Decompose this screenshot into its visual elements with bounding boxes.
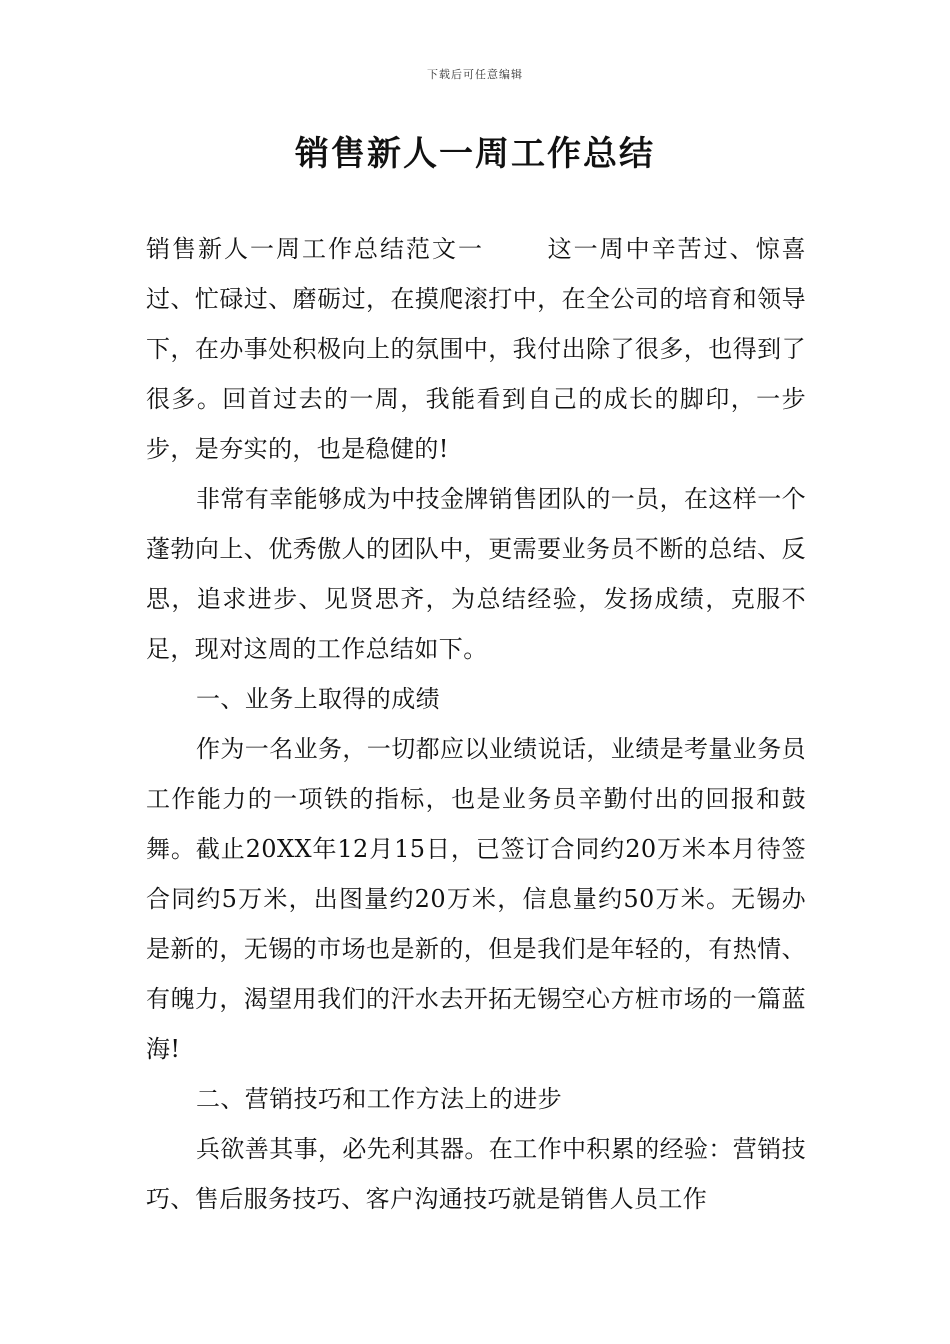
paragraph-intro-rest: 这一周中辛苦过、惊喜过、忙碌过、磨砺过，在摸爬滚打中，在全公司的培育和领导下，在办事处积极向上的氛围中，我付出除了很多，也得到了很多。回首过去的一周，我能看到自己的成长的脚印，一步步，是夯实的，也是稳健的! <box>146 235 806 463</box>
paragraph-skills: 兵欲善其事，必先利其器。在工作中积累的经验：营销技巧、售后服务技巧、客户沟通技巧就是销售人员工作 <box>146 1135 806 1213</box>
header-note: 下载后可任意编辑 <box>427 68 523 81</box>
section-heading-achievements: 一、业务上取得的成绩 <box>196 685 440 713</box>
document-title: 销售新人一周工作总结 <box>295 134 655 174</box>
paragraph-intro <box>146 224 806 474</box>
paragraph-achievements: 作为一名业务，一切都应以业绩说话，业绩是考量业务员工作能力的一项铁的指标，也是业务员辛勤付出的回报和鼓舞。截止20XX年12月15日，已签订合同约20万米本月待签合同约5万米，出图量约20万米，信息量约50万米。无锡办是新的，无锡的市场也是新的，但是我们是年轻的，有热情、有魄力，渴望用我们的汗水去开拓无锡空心方桩市场的一篇蓝海! <box>146 735 806 1063</box>
paragraph-intro-lead: 销售新人一周工作总结范文一 <box>146 235 484 263</box>
paragraph-team: 非常有幸能够成为中技金牌销售团队的一员，在这样一个蓬勃向上、优秀傲人的团队中，更需要业务员不断的总结、反思，追求进步、见贤思齐，为总结经验，发扬成绩，克服不足，现对这周的工作总结如下。 <box>146 485 806 663</box>
document-body <box>146 224 806 1224</box>
section-heading-skills: 二、营销技巧和工作方法上的进步 <box>196 1085 562 1113</box>
